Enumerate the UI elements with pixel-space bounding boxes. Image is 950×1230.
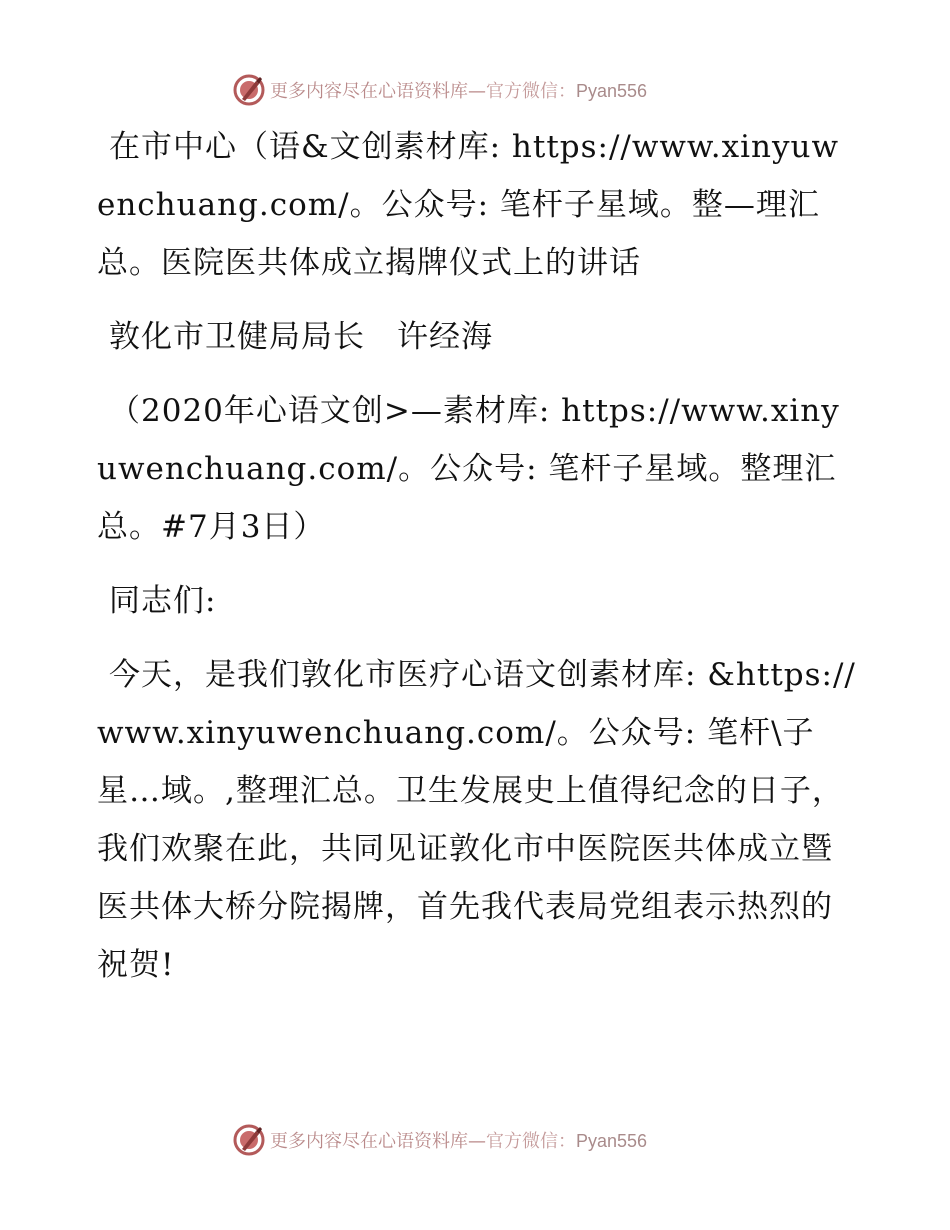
paragraph-salutation: 同志们: [109, 583, 217, 619]
document-body [97, 118, 857, 1010]
watermark-site-text: 更多内容尽在心语资料库 [270, 1131, 468, 1152]
watermark-wechat-label: 官方微信： [486, 81, 576, 102]
watermark-wechat-id: Pyan556 [576, 81, 648, 101]
paragraph-body: 今天，是我们敦化市医疗心语文创素材库: &https://www.xinyuwenchuang.com/。公众号: 笔杆\子星…域。,整理汇总。卫生发展史上值得纪念的日子，我们欢聚在此，共同见证敦化市中医院医共体成立暨医共体大桥分院揭牌，首先我代表局党组表示热烈的祝贺! [97, 657, 856, 983]
pen-circle-logo-icon [232, 1123, 266, 1157]
watermark-text [270, 1127, 647, 1153]
paragraph-date-note: （2020年心语文创>—素材库: https://www.xinyuwenchuang.com/。公众号: 笔杆子星域。整理汇总。#7月3日） [97, 393, 840, 545]
paragraph-title: 在市中心（语&文创素材库: https://www.xinyuwenchuang.com/。公众号: 笔杆子星域。整—理汇总。医院医共体成立揭牌仪式上的讲话 [97, 129, 840, 281]
watermark-separator: — [468, 1131, 486, 1152]
watermark-wechat-label: 官方微信： [486, 1131, 576, 1152]
watermark-separator: — [468, 81, 486, 102]
pen-circle-logo-icon [232, 73, 266, 107]
footer-watermark [232, 1122, 712, 1158]
watermark-site-text: 更多内容尽在心语资料库 [270, 81, 468, 102]
watermark-wechat-id: Pyan556 [576, 1131, 648, 1151]
paragraph-author: 敦化市卫健局局长 许经海 [109, 319, 493, 355]
header-watermark [232, 72, 712, 108]
watermark-text [270, 77, 647, 103]
